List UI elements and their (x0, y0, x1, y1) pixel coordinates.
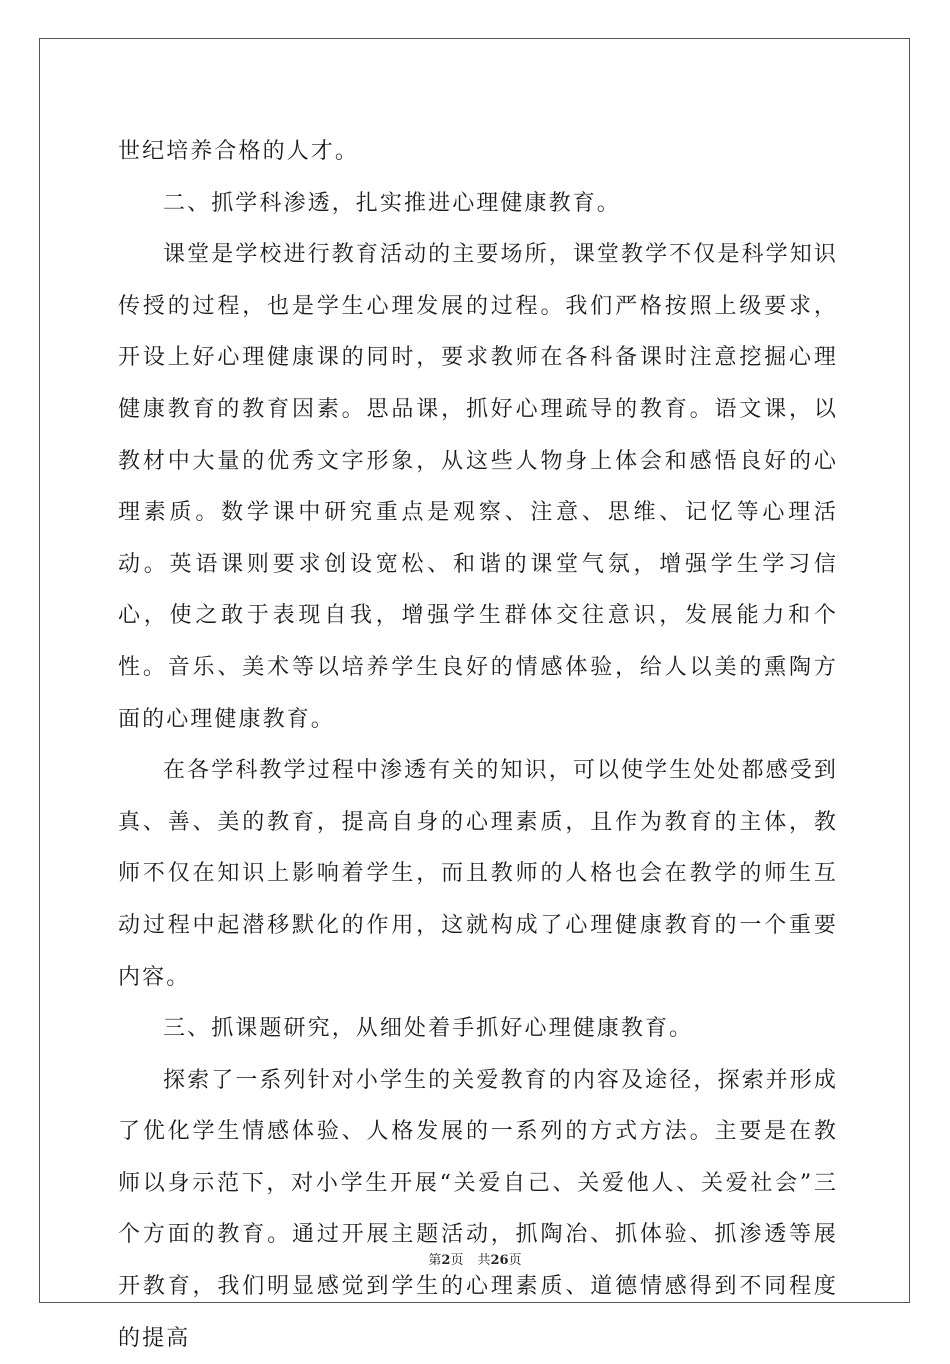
paragraph-continuation: 世纪培养合格的人才。 (118, 139, 360, 164)
total-prefix: 共 (477, 1253, 491, 1268)
page-prefix: 第 (428, 1253, 442, 1268)
paragraph-subject-teaching: 在各学科教学过程中渗透有关的知识，可以使学生处处都感受到真、善、美的教育，提高自身的心理素质，且作为教育的主体，教师不仅在知识上影响着学生，而且教师的人格也会在教学的师生互动过程中起潜移默化的作用，这就构成了心理健康教育的一个重要内容。 (118, 758, 838, 990)
document-body (118, 126, 838, 1364)
paragraph-research: 探索了一系列针对小学生的关爱教育的内容及途径，探索并形成了优化学生情感体验、人格发展的一系列的方式方法。主要是在教师以身示范下，对小学生开展“关爱自己、关爱他人、关爱社会”三个方面的教育。通过开展主题活动，抓陶冶、抓体验、抓渗透等展开教育，我们明显感觉到学生的心理素质、道德情感得到不同程度的提高 (118, 1067, 838, 1351)
page-total-number: 26 (490, 1253, 509, 1268)
section-heading-three: 三、抓课题研究，从细处着手抓好心理健康教育。 (163, 1016, 694, 1042)
page-suffix: 页 (450, 1253, 464, 1268)
section-heading-two: 二、抓学科渗透，扎实推进心理健康教育。 (163, 190, 621, 216)
page-current-number: 2 (441, 1253, 451, 1268)
paragraph-classroom: 课堂是学校进行教育活动的主要场所，课堂教学不仅是科学知识传授的过程，也是学生心理发展的过程。我们严格按照上级要求，开设上好心理健康课的同时，要求教师在各科备课时注意挖掘心理健康教育的教育因素。思品课，抓好心理疏导的教育。语文课，以教材中大量的优秀文字形象，从这些人物身上体会和感悟良好的心理素质。数学课中研究重点是观察、注意、思维、记忆等心理活动。英语课则要求创设宽松、和谐的课堂气氛，增强学生学习信心，使之敢于表现自我，增强学生群体交往意识，发展能力和个性。音乐、美术等以培养学生良好的情感体验，给人以美的熏陶方面的心理健康教育。 (118, 242, 838, 732)
total-suffix: 页 (508, 1253, 522, 1268)
page-footer (0, 1249, 950, 1268)
